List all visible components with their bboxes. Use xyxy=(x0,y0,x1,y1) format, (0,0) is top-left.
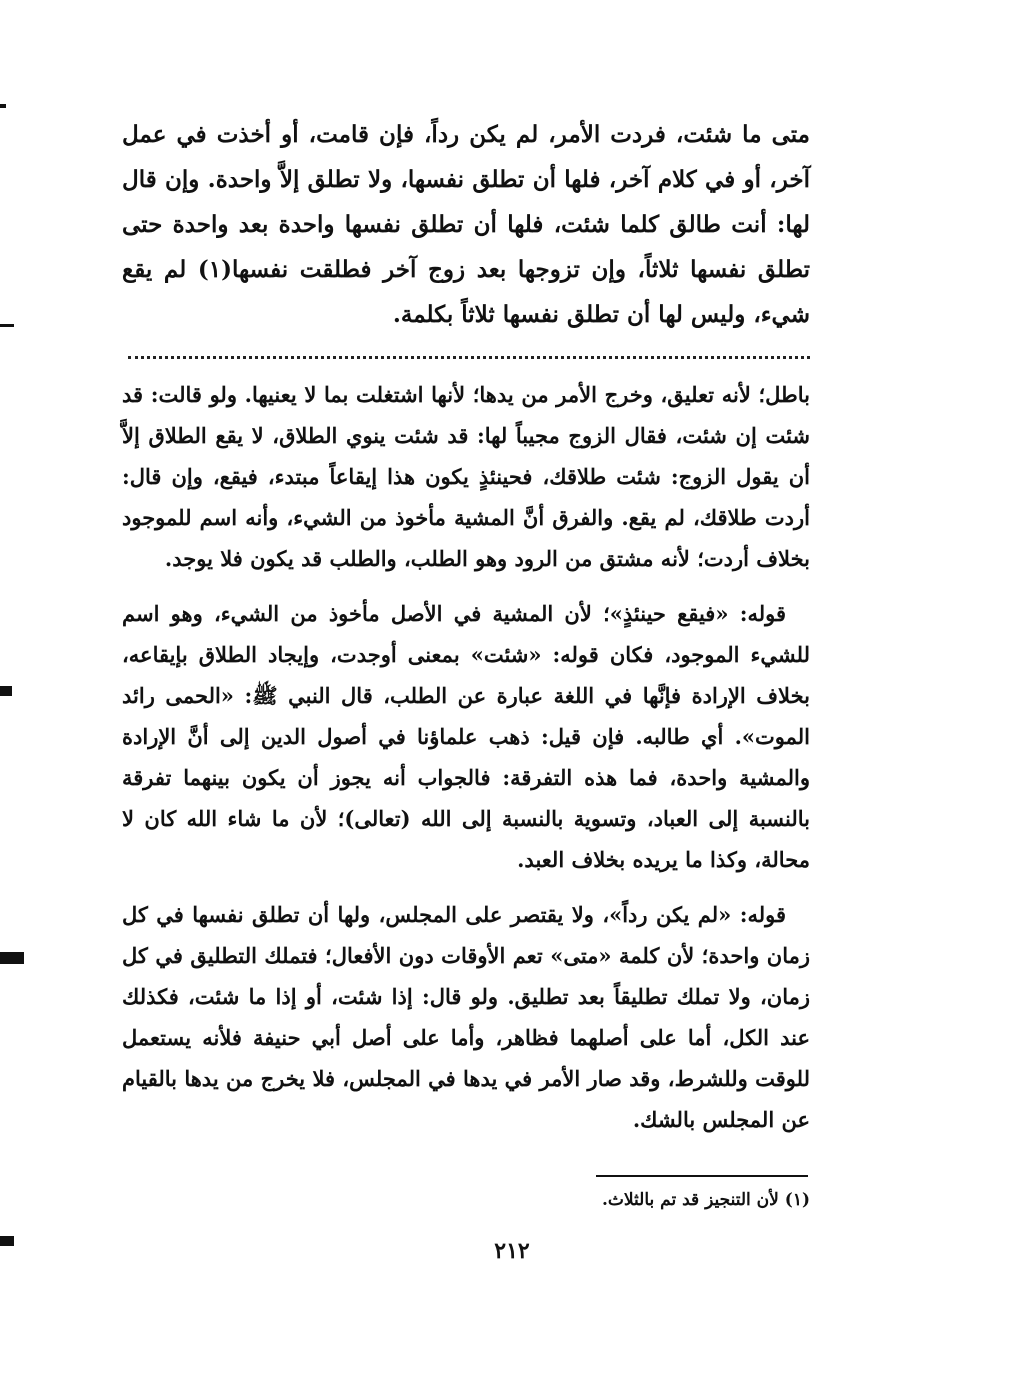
main-text: متى ما شئت، فردت الأمر، لم يكن رداً، فإن قامت، أو أخذت في عمل آخر، أو في كلام آخر، فلها أن تطلق نفسها، ولا تطلق إلاَّ واحدة. وإن قال لها: أنت طالق كلما شئت، فلها أن تطلق نفسها واحدة بعد واحدة حتى تطلق نفسها ثلاثاً، وإن تزوجها بعد زوج آخر فطلقت نفسها(١) لم يقع شيء، وليس لها أن تطلق نفسها ثلاثاً بكلمة. xyxy=(122,121,810,328)
scan-edge-mark xyxy=(0,324,14,327)
paragraph-lead: قوله: xyxy=(739,902,786,927)
paragraph-body: «فيقع حينئذٍ»؛ لأن المشية في الأصل مأخوذ من الشيء، وهو اسم للشيء الموجود، فكان قوله: «شئت» بمعنى أوجدت، وإيجاد الطلاق بإيقاعه، بخلاف الإرادة فإنَّها في اللغة عبارة عن الطلب، قال النبي ﷺ: «الحمى رائد الموت». أي طالبه. فإن قيل: ذهب علماؤنا في أصول الدين إلى أنَّ الإرادة والمشية واحدة، فما هذه التفرقة: فالجواب أنه يجوز أن يكون بينهما تفرقة بالنسبة إلى العباد، وتسوية بالنسبة إلى الله (تعالى)؛ لأن ما شاء الله كان لا محالة، وكذا ما يريده بخلاف العبد. xyxy=(122,601,810,872)
scan-edge-mark xyxy=(0,686,12,696)
commentary-paragraph xyxy=(122,894,810,1140)
paragraph-body: «لم يكن رداً»، ولا يقتصر على المجلس، ولها أن تطلق نفسها في كل زمان واحدة؛ لأن كلمة «متى» تعم الأوقات دون الأفعال؛ فتملك التطليق في كل زمان، ولا تملك تطليقاً بعد تطليق. ولو قال: إذا شئت، أو إذا ما شئت، فكذلك عند الكل، أما على أصلهما فظاهر، وأما على أصل أبي حنيفة فلأنه يستعمل للوقت وللشرط، وقد صار الأمر في يدها في المجلس، فلا يخرج من يدها بالقيام عن المجلس بالشك. xyxy=(122,902,810,1132)
scan-edge-mark xyxy=(0,952,24,964)
dotted-separator xyxy=(128,356,810,359)
commentary-paragraph xyxy=(122,593,810,880)
page-number: ٢١٢ xyxy=(494,1238,530,1264)
commentary-paragraph: باطل؛ لأنه تعليق، وخرج الأمر من يدها؛ لأنها اشتغلت بما لا يعنيها. ولو قالت: قد شئت إن شئت، فقال الزوج مجيباً لها: قد شئت ينوي الطلاق، لا يقع الطلاق إلاَّ أن يقول الزوج: شئت طلاقك، فحينئذٍ يكون هذا إيقاعاً مبتدء، فيقع، وإن قال: أردت طلاقك، لم يقع. والفرق أنَّ المشية مأخوذ من الشيء، وأنه اسم للموجود بخلاف أردت؛ لأنه مشتق من الرود وهو الطلب، والطلب قد يكون فلا يوجد. xyxy=(122,382,810,571)
footnote-rule xyxy=(596,1175,808,1177)
commentary xyxy=(122,374,810,1154)
scan-edge-mark xyxy=(0,104,6,108)
paragraph-lead: قوله: xyxy=(739,601,786,626)
footnote: (١) لأن التنجيز قد تم بالثلاث. xyxy=(601,1190,810,1210)
